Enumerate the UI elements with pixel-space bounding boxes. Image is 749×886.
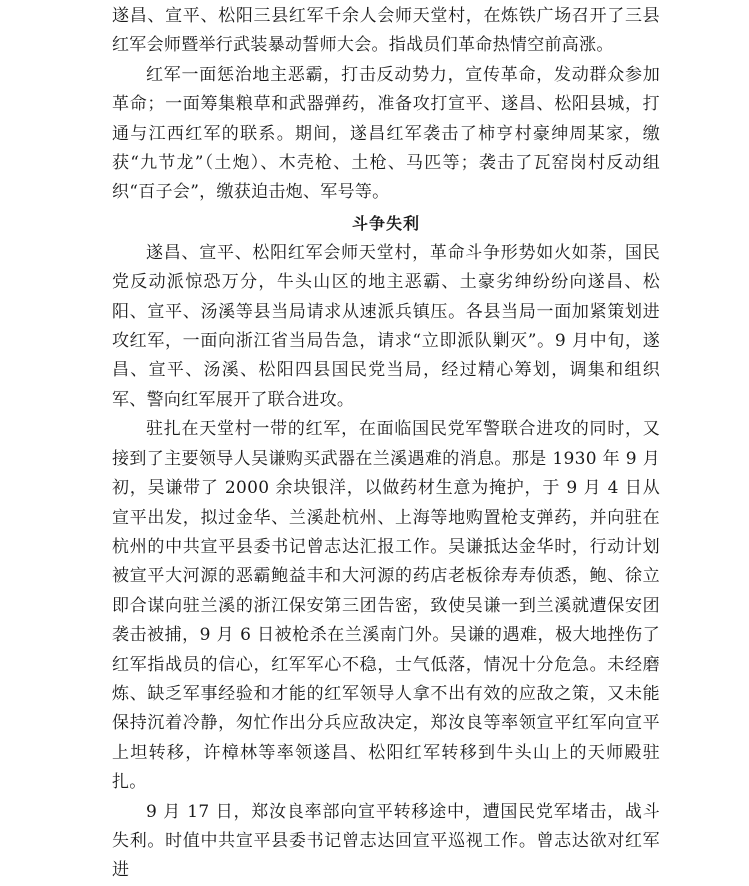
paragraph: 遂昌、宣平、松阳红军会师天堂村，革命斗争形势如火如荼，国民党反动派惊恐万分，牛头山区的地主恶霸、土豪劣绅纷纷向遂昌、松阳、宣平、汤溪等县当局请求从速派兵镇压。各县当局一面加紧策划进攻红军，一面向浙江省当局告急，请求“立即派队剿灭”。9 月中旬，遂昌、宣平、汤溪、松阳四县国民党当局，经过精心筹划，调集和组织军、警向红军展开了联合进攻。 (112, 242, 660, 410)
paragraph: 驻扎在天堂村一带的红军，在面临国民党军警联合进攻的同时，又接到了主要领导人吴谦购买武器在兰溪遇难的消息。那是 1930 年 9 月初，吴谦带了 2000 余块银洋，以做药材生意为掩护，于 9 月 4 日从宣平出发，拟过金华、兰溪赴杭州、上海等地购置枪支弹药，并向驻在杭州的中共宣平县委书记曾志达汇报工作。吴谦抵达金华时，行动计划被宣平大河源的恶霸鲍益丰和大河源的药店老板徐寿寿侦悉，鲍、徐立即合谋向驻兰溪的浙江保安第三团告密，致使吴谦一到兰溪就遭保安团袭击被捕，9 月 6 日被枪杀在兰溪南门外。吴谦的遇难，极大地挫伤了红军指战员的信心，红军军心不稳，士气低落，情况十分危急。未经磨炼、缺乏军事经验和才能的红军领导人拿不出有效的应敌之策，又未能保持沉着冷静，匆忙作出分兵应敌决定，郑汝良等率领宣平红军向宣平上坦转移，许樟林等率领遂昌、松阳红军转移到牛头山上的天师殿驻扎。 (112, 419, 660, 793)
paragraph: 9 月 17 日，郑汝良率部向宣平转移途中，遭国民党军堵击，战斗失利。时值中共宣平县委书记曾志达回宣平巡视工作。曾志达欲对红军进 (112, 801, 660, 881)
document-page (112, 2, 660, 886)
paragraph-continued: 遂昌、宣平、松阳三县红军千余人会师天堂村，在炼铁广场召开了三县红军会师暨举行武装暴动誓师大会。指战员们革命热情空前高涨。 (112, 6, 660, 56)
section-title: 斗争失利 (351, 213, 420, 233)
paragraph: 红军一面惩治地主恶霸，打击反动势力，宣传革命，发动群众参加革命；一面筹集粮草和武器弹药，准备攻打宣平、遂昌、松阳县城，打通与江西红军的联系。期间，遂昌红军袭击了柿亨村豪绅周某家，缴获“九节龙”（土炮）、木壳枪、土枪、马匹等；袭击了瓦窑岗村反动组织“百子会”，缴获迫击炮、军号等。 (112, 64, 660, 203)
